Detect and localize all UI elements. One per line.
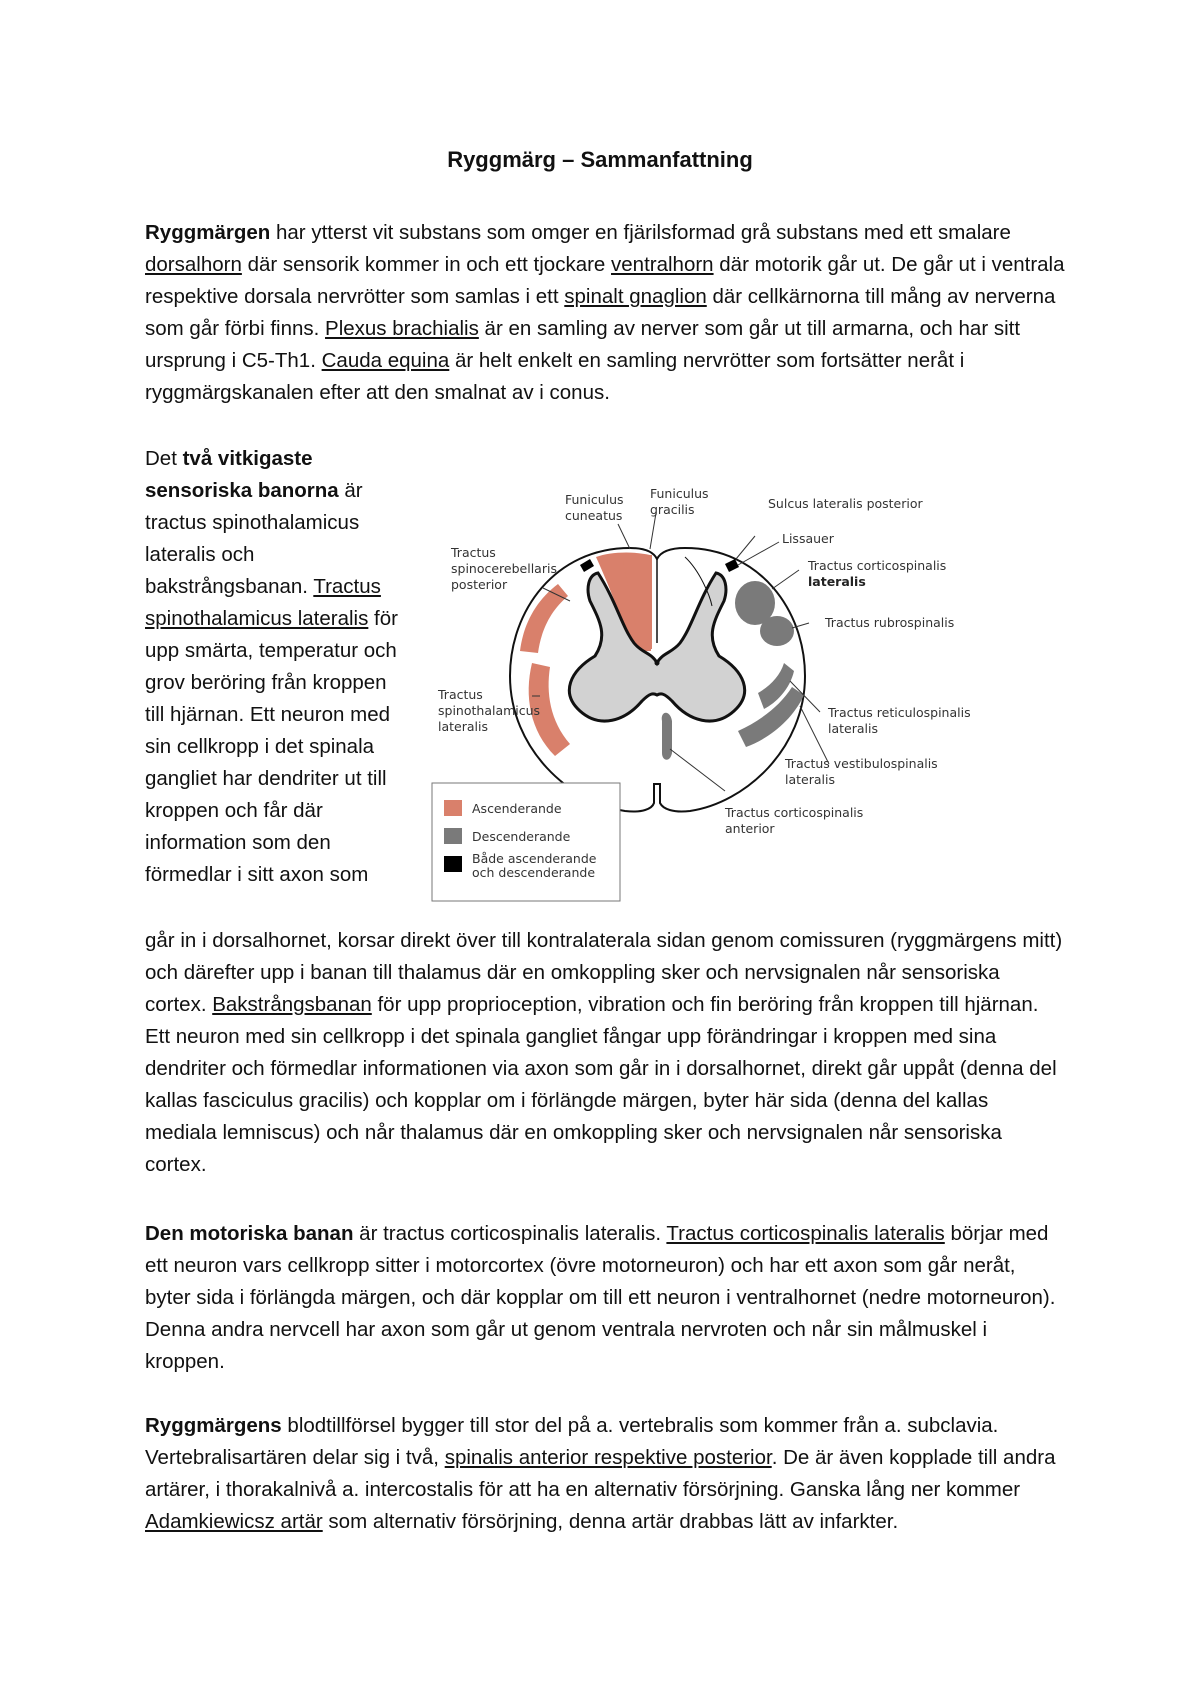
- paragraph-spinal-cord: [145, 217, 1065, 409]
- label-spinothalamic-1: Tractus: [438, 687, 483, 702]
- svg-text:Funiculusgracilis: [650, 486, 709, 517]
- text: går in i dorsalhornet, korsar direkt över till kontralaterala sidan genom comissuren (ryggmärgens mitt) och därefter upp i banan till thalamus där en omkoppling sker och nervsignalen når sensoriska cortex.: [145, 929, 1063, 1016]
- figure-legend: [432, 783, 620, 901]
- text: . De är även kopplade till andra artärer, i thorakalnivå a. intercostalis för att ha en alternativ försörjning. Ganska lång ner kommer: [145, 1446, 1056, 1501]
- text: där cellkärnorna till mång av nerverna som går förbi finns.: [145, 285, 1056, 340]
- label-corticospinal-lat-2: lateralis: [808, 574, 866, 589]
- svg-text:Tractus corticospinalislateral: [807, 558, 946, 589]
- paragraph-sensory-tracts-column: [145, 443, 400, 891]
- label-lissauer: Lissauer: [782, 531, 834, 546]
- page-title: Ryggmärg – Sammanfattning: [447, 147, 753, 172]
- label-corticospinal-ant-2: anterior: [725, 821, 775, 836]
- legend-label-both-2: och descenderande: [472, 865, 596, 880]
- legend-label-descending: Descenderande: [472, 829, 571, 844]
- legend-swatch-both: [444, 856, 462, 872]
- underlined-term: spinalis anterior respektive posterior: [444, 1446, 772, 1469]
- label-corticospinal-ant-1: Tractus corticospinalis: [725, 805, 864, 820]
- legend-label-both-1: Både ascenderande: [472, 851, 597, 866]
- label-reticulospinal-2: lateralis: [828, 721, 878, 736]
- text: börjar med ett neuron vars cellkropp sitter i motorcortex (övre motorneuron) och har ett axon som går neråt, byter sida i förlängda märgen, och där kopplar om till ett neuron i ventralhornet (nedre motorneuron). Denna andra nervcell har axon som går ut genom ventrala nervroten och når sin målmuskel i kroppen.: [145, 1222, 1056, 1373]
- text: som alternativ försörjning, denna artär drabbas lätt av infarkter.: [322, 1510, 899, 1533]
- label-funiculus-cuneatus-2: cuneatus: [565, 508, 623, 523]
- corticospinal-anterior-tract: [662, 713, 672, 760]
- svg-text:Tractus corticospinalisanterio: [724, 805, 863, 836]
- label-funiculus-gracilis-1: Funiculus: [650, 486, 709, 501]
- bold-term: Den motoriska banan: [145, 1222, 354, 1245]
- underlined-term: Tractus corticospinalis lateralis: [666, 1222, 945, 1245]
- underlined-term: ventralhorn: [611, 253, 714, 276]
- text: för upp smärta, temperatur och grov beröring från kroppen till hjärnan. Ett neuron med sin cellkropp i det spinala gangliet har dendriter ut till kroppen och får där information som den förmedlar i sitt axon som: [145, 607, 398, 886]
- legend-label-ascending: Ascenderande: [472, 801, 562, 816]
- label-sulcus: Sulcus lateralis posterior: [768, 496, 923, 511]
- rubrospinal-tract: [760, 616, 794, 646]
- central-canal: [655, 661, 660, 666]
- svg-text:Funiculuscuneatus: [565, 492, 624, 523]
- bold-term: två vitkigaste sensoriska banorna: [145, 447, 339, 502]
- svg-text:Tractusspinocerebellarisposter: [450, 545, 557, 592]
- bold-term: Ryggmärgen: [145, 221, 271, 244]
- text: där sensorik kommer in och ett tjockare: [241, 253, 612, 276]
- label-spinocerebellar-2: spinocerebellaris: [451, 561, 557, 576]
- text: är en samling av nerver som går ut till armarna, och har sitt ursprung i C5-Th1.: [145, 317, 1021, 372]
- paragraph-motor-tract: [145, 1218, 1065, 1378]
- text: har ytterst vit substans som omger en fjärilsformad grå substans med ett smalare: [270, 221, 1011, 244]
- spinal-cord-cross-section-figure: [420, 431, 1068, 920]
- label-funiculus-gracilis-2: gracilis: [650, 502, 695, 517]
- label-spinothalamic-2: spinothalamicus: [438, 703, 541, 718]
- legend-swatch-ascending: [444, 800, 462, 816]
- label-vestibulospinal-2: lateralis: [785, 772, 835, 787]
- underlined-term: dorsalhorn: [145, 253, 242, 276]
- spinal-cord-diagram: [420, 431, 1068, 920]
- label-rubrospinal: Tractus rubrospinalis: [825, 615, 955, 630]
- paragraph-sensory-tracts-continued: [145, 925, 1065, 1181]
- text: Det: [145, 447, 183, 470]
- underlined-term: Bakstrångsbanan: [212, 993, 372, 1016]
- label-funiculus-cuneatus-1: Funiculus: [565, 492, 624, 507]
- label-spinocerebellar-1: Tractus: [451, 545, 496, 560]
- paragraph-blood-supply: [145, 1410, 1065, 1538]
- legend-swatch-descending: [444, 828, 462, 844]
- label-corticospinal-lat-1: Tractus corticospinalis: [808, 558, 947, 573]
- label-spinothalamic-3: lateralis: [438, 719, 488, 734]
- text: är helt enkelt en samling nervrötter som fortsätter neråt i ryggmärgskanalen efter att den smalnat av i conus.: [145, 349, 965, 404]
- svg-text:Tractus vestibulospinalislater: [784, 756, 938, 787]
- svg-text:Både ascenderandeoch descender: [472, 851, 597, 880]
- svg-text:Tractus reticulospinalislatera: [827, 705, 971, 736]
- underlined-term: Plexus brachialis: [325, 317, 479, 340]
- label-reticulospinal-1: Tractus reticulospinalis: [828, 705, 971, 720]
- underlined-term: Tractus spinothalamicus lateralis: [145, 575, 381, 630]
- bold-term: Ryggmärgens: [145, 1414, 282, 1437]
- label-spinocerebellar-3: posterior: [451, 577, 508, 592]
- label-vestibulospinal-1: Tractus vestibulospinalis: [785, 756, 938, 771]
- underlined-term: spinalt gnaglion: [564, 285, 707, 308]
- text: blodtillförsel bygger till stor del på a. vertebralis som kommer från a. subclavia. Vertebralisartären delar sig i två,: [145, 1414, 999, 1469]
- text: där motorik går ut. De går ut i ventrala respektive dorsala nervrötter som samlas i ett: [145, 253, 1065, 308]
- text: är tractus corticospinalis lateralis.: [353, 1222, 667, 1245]
- underlined-term: Cauda equina: [321, 349, 450, 372]
- underlined-term: Adamkiewicsz artär: [145, 1510, 323, 1533]
- text: är tractus spinothalamicus lateralis och bakstrångsbanan.: [145, 479, 363, 598]
- text: för upp proprioception, vibration och fin beröring från kroppen till hjärnan. Ett neuron med sin cellkropp i det spinala gangliet fångar upp förändringar i kroppen med sina dendriter och förmedlar informationen via axon som går in i dorsalhornet, direkt går uppåt (denna del kallas fasciculus gracilis) och kopplar om i förlängde märgen, byter här sida (denna del kallas mediala lemniscus) och når thalamus där en omkoppling sker och nervsignalen når sensoriska cortex.: [145, 993, 1057, 1176]
